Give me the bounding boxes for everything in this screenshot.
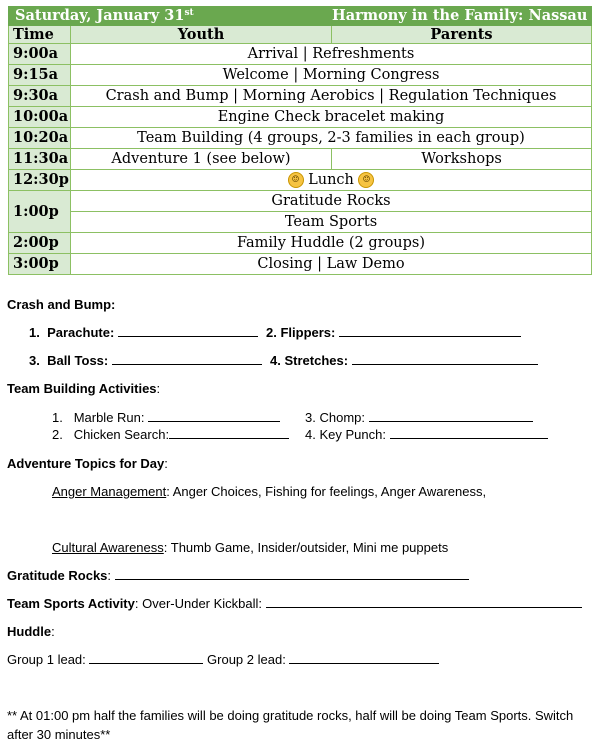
fill-in-line[interactable] <box>289 652 439 664</box>
huddle-heading: Huddle: <box>7 624 55 639</box>
list-item: 3. Chomp: <box>305 410 533 425</box>
note-line-2: after 30 minutes** <box>7 727 111 742</box>
fill-in-line[interactable] <box>369 410 533 422</box>
list-item: 1. Parachute: <box>29 325 258 340</box>
anger-management-topics: Anger Management: Anger Choices, Fishing for feelings, Anger Awareness, <box>52 484 487 499</box>
fill-in-line[interactable] <box>148 410 280 422</box>
row-time: 2:00p <box>9 233 71 254</box>
row-activity: Welcome | Morning Congress <box>71 65 592 86</box>
schedule-row <box>9 254 592 275</box>
schedule-row <box>9 233 592 254</box>
fill-in-line[interactable] <box>115 568 469 580</box>
row-time: 1:00p <box>9 191 71 233</box>
schedule-row <box>9 44 592 65</box>
crash-bump-heading: Crash and Bump: <box>7 297 116 312</box>
list-item: 2. Chicken Search: <box>52 427 289 442</box>
list-item: 3. Ball Toss: <box>29 353 262 368</box>
fill-in-line[interactable] <box>118 325 258 337</box>
list-item: 4. Stretches: <box>270 353 538 368</box>
fill-in-line[interactable] <box>89 652 203 664</box>
fill-in-line[interactable] <box>352 353 538 365</box>
row-time: 3:00p <box>9 254 71 275</box>
row-time: 9:00a <box>9 44 71 65</box>
schedule-row <box>9 170 592 191</box>
team-building-heading: Team Building Activities: <box>7 381 161 396</box>
fill-in-line[interactable] <box>390 427 548 439</box>
list-item: 1. Marble Run: <box>52 410 280 425</box>
schedule-banner <box>9 7 592 26</box>
row-youth-activity: Adventure 1 (see below) <box>71 149 332 170</box>
row-activity: Arrival | Refreshments <box>71 44 592 65</box>
lunch-label: Lunch <box>308 172 354 188</box>
row-activity: Team Sports <box>71 212 592 233</box>
fill-in-line[interactable] <box>266 596 582 608</box>
program-title: Harmony in the Family: Nassau <box>332 7 592 26</box>
fill-in-line[interactable] <box>339 325 521 337</box>
schedule-row <box>9 212 592 233</box>
header-time: Time <box>9 26 71 44</box>
schedule-row <box>9 107 592 128</box>
row-time: 10:20a <box>9 128 71 149</box>
schedule-table <box>8 6 592 275</box>
gratitude-rocks-line: Gratitude Rocks: <box>7 568 469 583</box>
header-parents: Parents <box>332 26 592 44</box>
note-line-1: ** At 01:00 pm half the families will be doing gratitude rocks, half will be doing Team Sports. Switch <box>7 708 574 723</box>
schedule-date: Saturday, January 31st <box>9 7 332 26</box>
fill-in-line[interactable] <box>169 427 289 439</box>
row-activity: Crash and Bump | Morning Aerobics | Regulation Techniques <box>71 86 592 107</box>
row-activity: Team Building (4 groups, 2-3 families in each group) <box>71 128 592 149</box>
row-parents-activity: Workshops <box>332 149 592 170</box>
list-item: 2. Flippers: <box>266 325 521 340</box>
schedule-row <box>9 128 592 149</box>
schedule-header-row <box>9 26 592 44</box>
group-lead-line: Group 1 lead: Group 2 lead: <box>7 652 439 667</box>
list-item: 4. Key Punch: <box>305 427 548 442</box>
fill-in-line[interactable] <box>112 353 262 365</box>
row-time: 9:30a <box>9 86 71 107</box>
row-activity: Closing | Law Demo <box>71 254 592 275</box>
schedule-row <box>9 191 592 212</box>
row-activity: Family Huddle (2 groups) <box>71 233 592 254</box>
row-time: 10:00a <box>9 107 71 128</box>
row-time: 9:15a <box>9 65 71 86</box>
smiley-icon: ☺ <box>288 172 304 188</box>
schedule-row <box>9 86 592 107</box>
row-activity <box>71 170 592 191</box>
row-time: 11:30a <box>9 149 71 170</box>
team-sports-line: Team Sports Activity: Over-Under Kickball: <box>7 596 582 611</box>
smiley-icon: ☺ <box>358 172 374 188</box>
row-time: 12:30p <box>9 170 71 191</box>
row-activity: Engine Check bracelet making <box>71 107 592 128</box>
cultural-awareness-topics: Cultural Awareness: Thumb Game, Insider/outsider, Mini me puppets <box>52 540 449 555</box>
header-youth: Youth <box>71 26 332 44</box>
adventure-heading: Adventure Topics for Day: <box>7 456 168 471</box>
schedule-row <box>9 65 592 86</box>
schedule-row <box>9 149 592 170</box>
row-activity: Gratitude Rocks <box>71 191 592 212</box>
